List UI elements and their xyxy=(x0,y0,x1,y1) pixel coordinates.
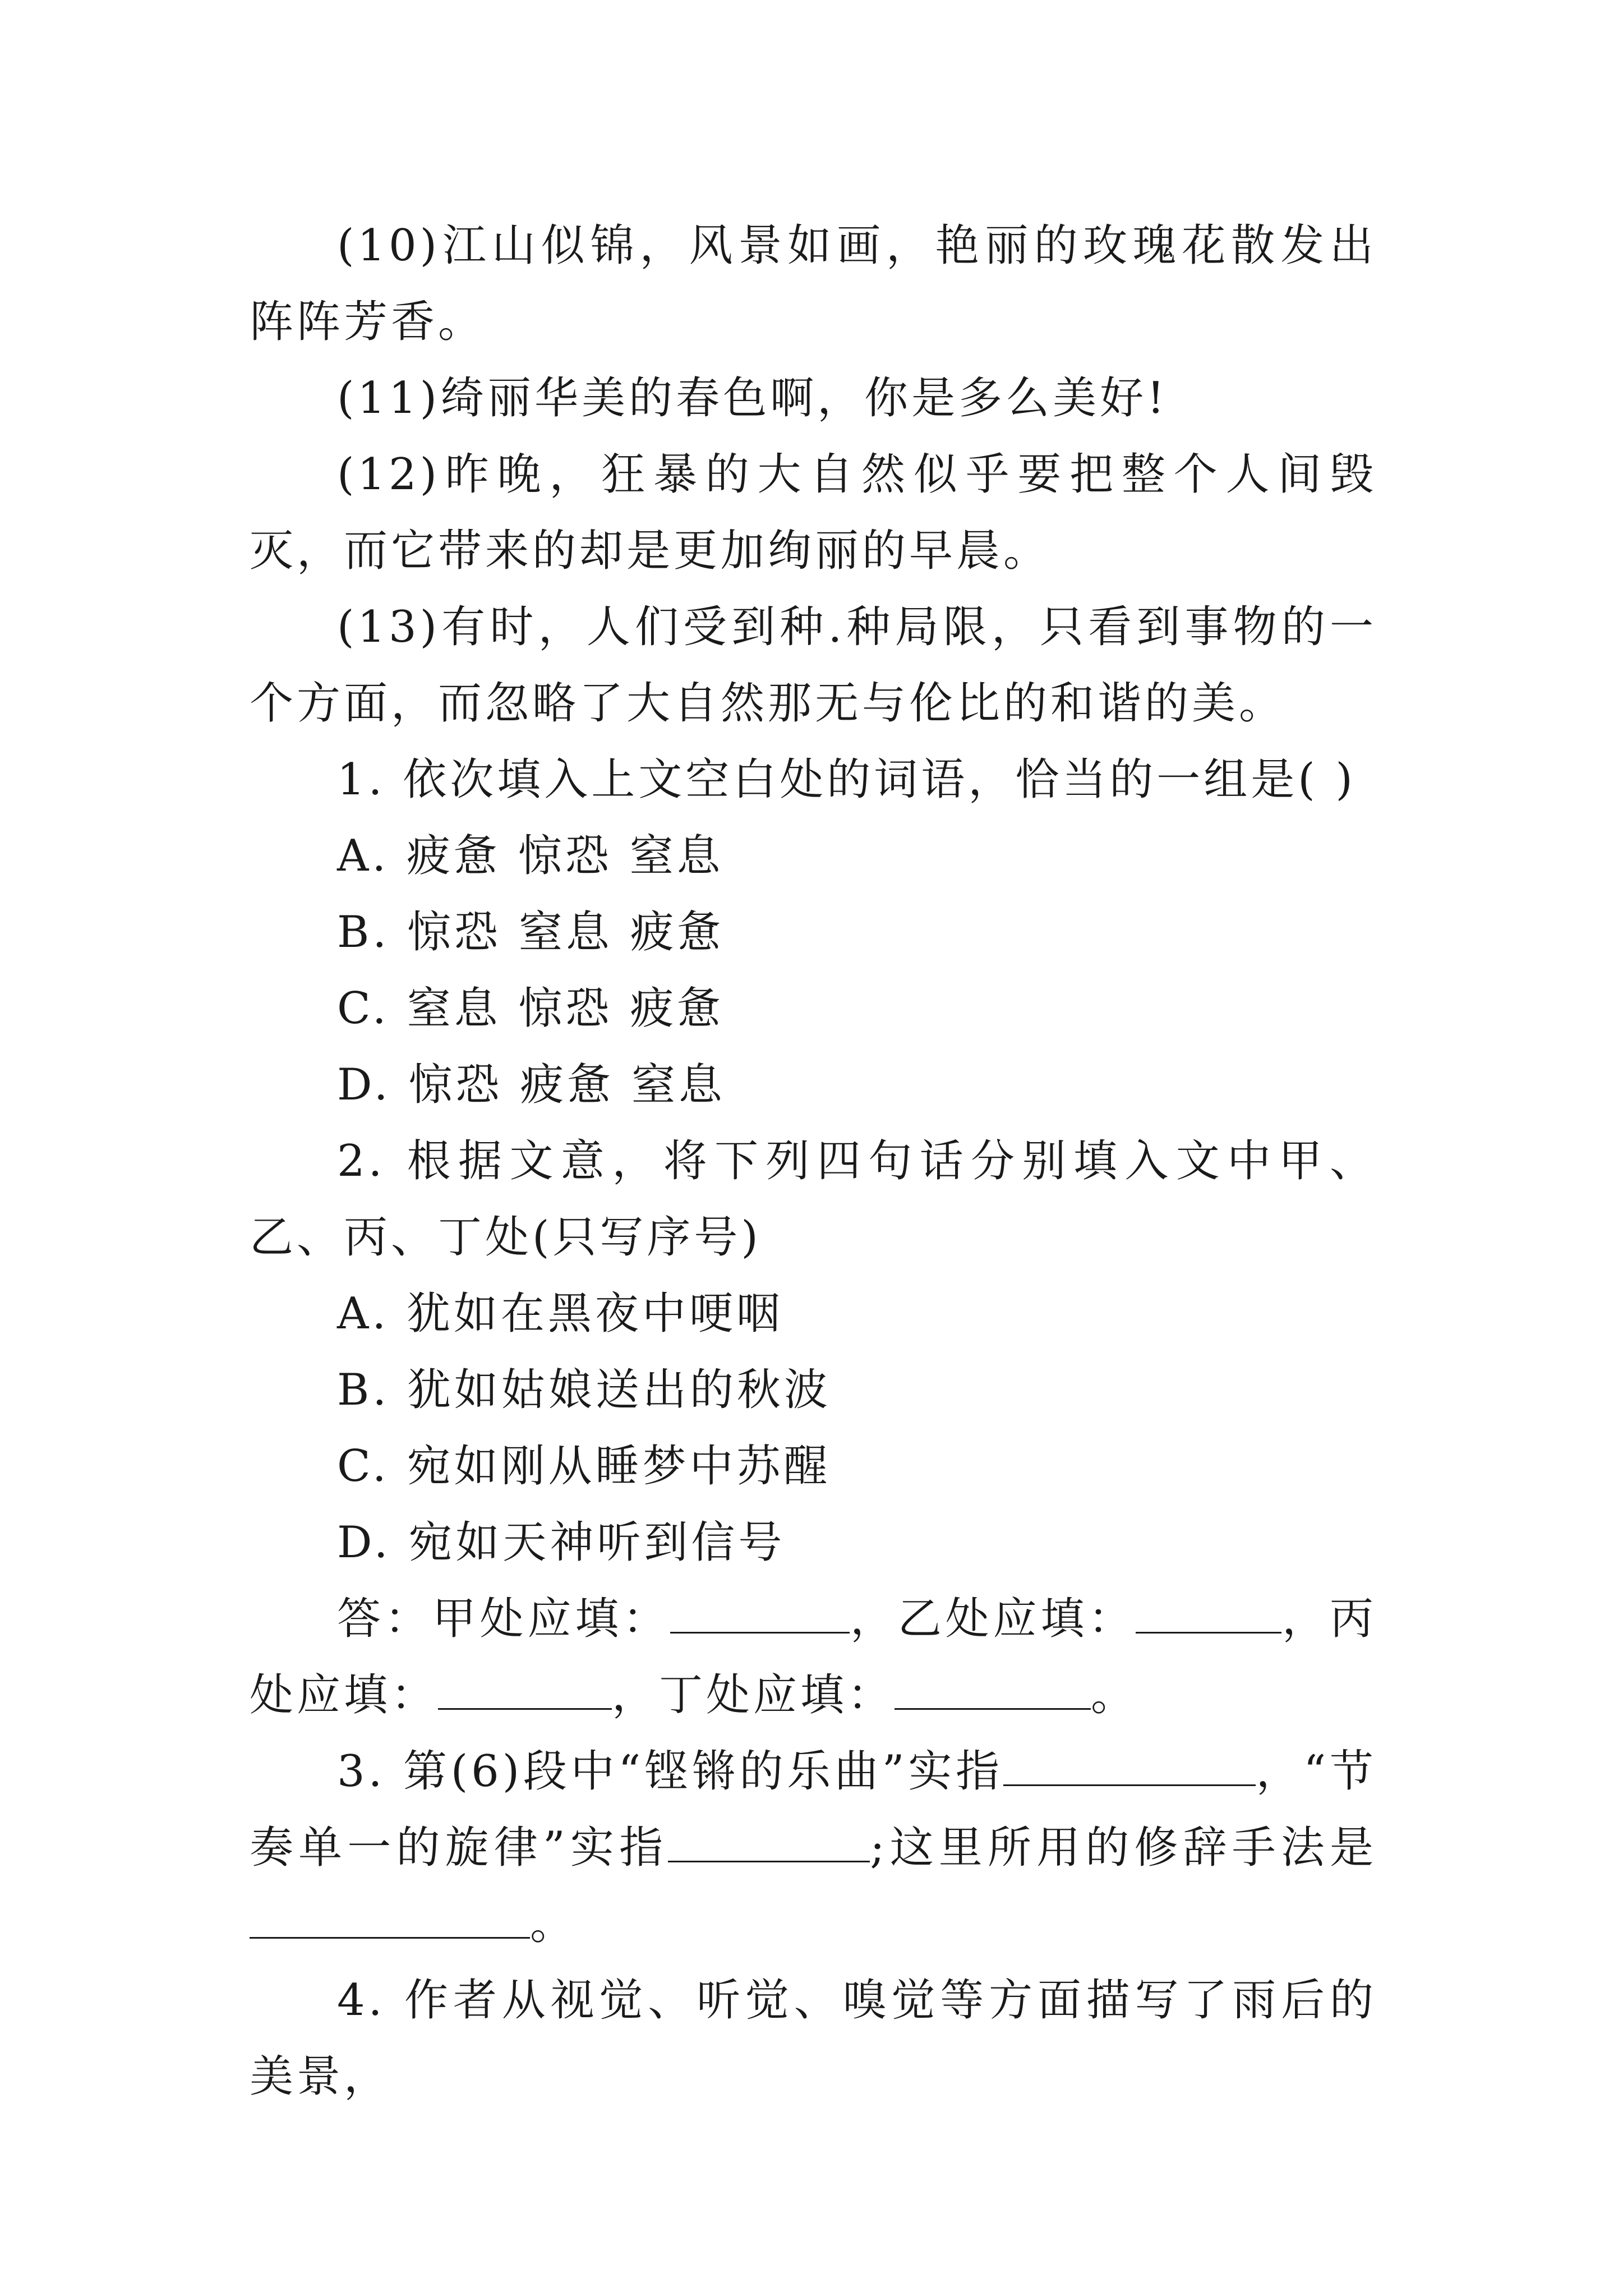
blank-yi[interactable] xyxy=(1136,1587,1281,1634)
paragraph-13: (13)有时，人们受到种.种局限，只看到事物的一个方面，而忽略了大自然那无与伦比的和谐的美。 xyxy=(250,602,1377,729)
blank-bing[interactable] xyxy=(438,1663,612,1710)
question-4-stem: 4. 作者从视觉、听觉、嗅觉等方面描写了雨后的美景， xyxy=(250,1975,1377,2102)
question-1-option-d: D. 惊恐 疲惫 窒息 xyxy=(337,1060,726,1110)
question-3 xyxy=(250,1733,1377,1962)
question-3-part-1: 3. 第(6)段中“铿锵的乐曲”实指 xyxy=(337,1746,1003,1797)
question-3-part-3: ;这里所用的修辞手法是 xyxy=(870,1823,1377,1873)
question-1-option-a: A. 疲惫 惊恐 窒息 xyxy=(337,831,724,881)
paragraph-10: (10)江山似锦，风景如画，艳丽的玫瑰花散发出阵阵芳香。 xyxy=(250,220,1377,347)
question-2-option-a: A. 犹如在黑夜中哽咽 xyxy=(337,1289,783,1339)
answer-label-jia: 答：甲处应填： xyxy=(337,1594,671,1644)
question-3-part-4: 。 xyxy=(530,1899,578,1949)
blank-jia[interactable] xyxy=(670,1587,850,1634)
question-2-answer-line xyxy=(250,1581,1377,1733)
question-1-option-c: C. 窒息 惊恐 疲惫 xyxy=(337,983,725,1034)
answer-label-yi: ，乙处应填： xyxy=(850,1594,1136,1644)
paragraph-11: (11)绮丽华美的春色啊，你是多么美好! xyxy=(337,373,1168,424)
blank-q3-1[interactable] xyxy=(1003,1740,1256,1786)
question-1-stem: 1. 依次填入上文空白处的词语，恰当的一组是( ) xyxy=(337,754,1356,805)
answer-end: 。 xyxy=(1091,1670,1138,1720)
question-2-option-c: C. 宛如刚从睡梦中苏醒 xyxy=(337,1441,831,1492)
answer-label-bing-ding: ，丙处应填： xyxy=(250,1594,1377,1720)
blank-ding[interactable] xyxy=(895,1663,1091,1710)
blank-q3-3[interactable] xyxy=(250,1892,530,1939)
blank-q3-2[interactable] xyxy=(668,1816,870,1862)
paragraph-12: (12)昨晚，狂暴的大自然似乎要把整个人间毁灭，而它带来的却是更加绚丽的早晨。 xyxy=(250,449,1377,576)
document-body xyxy=(250,208,1377,2115)
question-2-option-b: B. 犹如姑娘送出的秋波 xyxy=(337,1365,831,1415)
question-1-option-b: B. 惊恐 窒息 疲惫 xyxy=(337,907,725,958)
question-2-option-d: D. 宛如天神听到信号 xyxy=(337,1517,786,1568)
answer-label-ding: ，丁处应填： xyxy=(612,1670,895,1720)
question-3-part-2: ，“节奏单一的旋律”实指 xyxy=(250,1746,1377,1873)
question-2-stem: 2. 根据文意，将下列四句话分别填入文中甲、乙、丙、丁处(只写序号) xyxy=(250,1136,1377,1263)
